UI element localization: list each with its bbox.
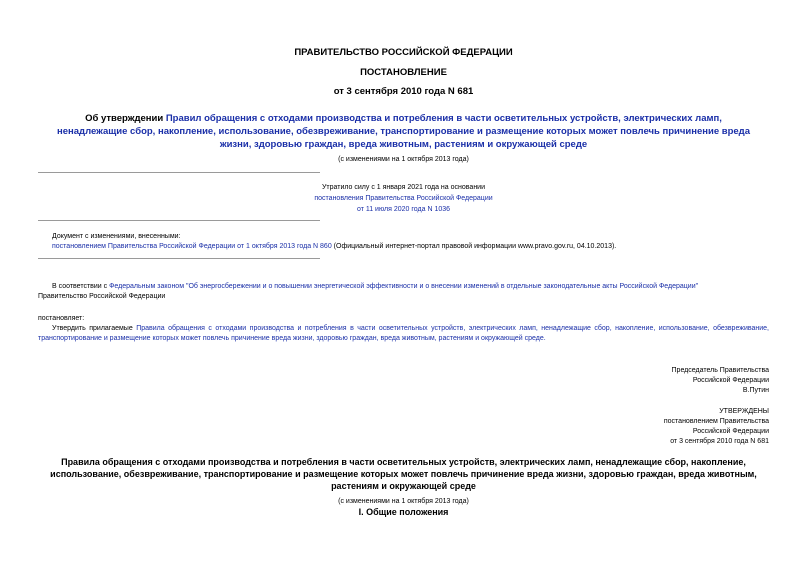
expired-notice: Утратило силу с 1 января 2021 года на основании <box>321 184 486 191</box>
rules-title: Правила обращения с отходами производства и потребления в части осветительных устройств, электрических ламп, ненадлежащие сбор, накопление, использование, обезвреживание, транспортирование и размещение которых может повлечь причинение вреда жизни, здоровью граждан, вреда животным, растениям и окружающей среде <box>50 457 757 491</box>
preamble-start: В соответствии с <box>52 283 110 290</box>
rules-link[interactable]: Правила обращения с отходами производства и потребления в части осветительных устройств, электрических ламп, ненадлежащие сбор, накопление, использование, обезвреживание, транспортирование и размещение которых может повлечь причинение вреда жизни, здоровью граждан, вреда животным, растениям и окружающей среде. <box>38 325 770 342</box>
expired-decree-link[interactable]: постановления Правительства Российской Федерации <box>314 195 493 202</box>
rules-amendment-note: (с изменениями на 1 октября 2013 года) <box>338 498 469 505</box>
government-name: ПРАВИТЕЛЬСТВО РОССИЙСКОЙ ФЕДЕРАЦИИ <box>294 47 513 58</box>
divider <box>38 172 320 173</box>
amending-decree-source: (Официальный интернет-портал правовой информации www.pravo.gov.ru, 04.10.2013). <box>331 243 617 250</box>
approved-by: постановлением Правительства <box>663 418 769 425</box>
document-title <box>50 112 757 151</box>
approved-label: УТВЕРЖДЕНЫ <box>719 408 769 415</box>
signature-title: Председатель Правительства <box>671 367 769 374</box>
title-prefix: Об утверждении <box>85 113 166 124</box>
preamble-end: Правительство Российской Федерации <box>38 293 166 300</box>
approved-date: от 3 сентября 2010 года N 681 <box>670 438 769 445</box>
approved-by-2: Российской Федерации <box>692 428 769 435</box>
document-date-number: от 3 сентября 2010 года N 681 <box>333 86 474 97</box>
decree-start: Утвердить прилагаемые <box>52 325 137 332</box>
decree-label: постановляет: <box>38 315 85 322</box>
decree-text <box>38 324 769 344</box>
signature-name: В.Путин <box>742 387 769 394</box>
expired-decree-date-link[interactable]: от 11 июля 2020 года N 1036 <box>356 206 451 213</box>
section-heading: I. Общие положения <box>358 507 449 517</box>
divider <box>38 258 320 259</box>
amended-by-label: Документ с изменениями, внесенными: <box>52 233 181 240</box>
signature-title-2: Российской Федерации <box>692 377 769 384</box>
divider <box>38 220 320 221</box>
document-type: ПОСТАНОВЛЕНИЕ <box>360 67 447 78</box>
title-rules-link[interactable]: Правил обращения с отходами производства и потребления в части осветительных устройств, электрических ламп, ненадлежащие сбор, накопление, использование, обезвреживание, транспортирование и размещение которых может повлечь причинение вреда жизни, здоровью граждан, вреда животным, растениям и окружающей среде <box>57 113 750 150</box>
amended-by-entry <box>52 242 772 252</box>
preamble <box>38 282 769 292</box>
federal-law-link[interactable]: Федеральным законом "Об энергосбережении и о повышении энергетической эффективности и о внесении изменений в отдельные законодательные акты Российской Федерации" <box>109 283 699 290</box>
amendment-note: (с изменениями на 1 октября 2013 года) <box>338 156 469 163</box>
amending-decree-link[interactable]: постановлением Правительства Российской Федерации от 1 октября 2013 года N 860 <box>52 243 332 250</box>
